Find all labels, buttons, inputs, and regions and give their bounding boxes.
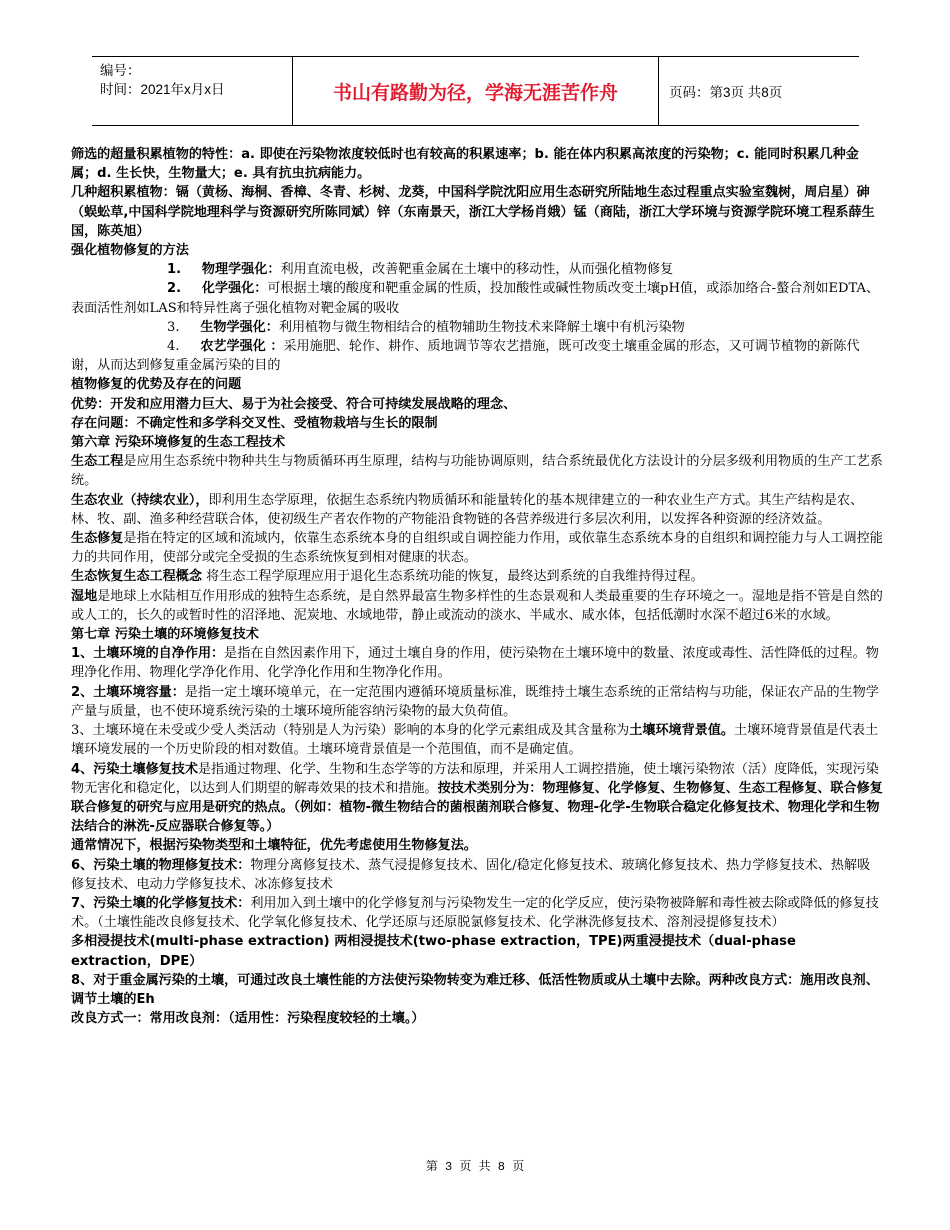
paragraph: 生态工程是应用生态系统中物种共生与物质循环再生原理，结构与功能协调原则，结合系统最优化方法设计的分层多级利用物质的生产工艺系统。 <box>71 454 883 489</box>
document-body <box>71 145 883 1028</box>
time-label: 时间：2021年x月x日 <box>100 82 225 97</box>
number-label: 编号： <box>100 63 141 78</box>
paragraph: 7、污染土壤的化学修复技术：利用加入到土壤中的化学修复剂与污染物发生一定的化学反应，使污染物被降解和毒性被去除或降低的修复技术。（土壤性能改良修复技术、化学氧化修复技术、化学还原与还原脱氯修复技术、化学淋洗修复技术、溶剂浸提修复技术） <box>71 895 879 931</box>
header-page-label: 页码：第3页 共8页 <box>659 57 860 126</box>
paragraph: 湿地是地球上水陆相互作用形成的独特生态系统，是自然界最富生物多样性的生态景观和人类最重要的生存环境之一。湿地是指不管是自然的或人工的，长久的或暂时性的沼泽地、泥炭地、水域地带，静止或流动的淡水、半咸水、咸水体，包括低潮时水深不超过6米的水域。 <box>71 588 883 623</box>
paragraph: 改良方式一：常用改良剂：（适用性：污染程度较轻的土壤。） <box>71 1011 425 1027</box>
paragraph: 8、对于重金属污染的土壤，可通过改良土壤性能的方法使污染物转变为难迁移、低活性物质或从土壤中去除。两种改良方式：施用改良剂、调节土壤的Eh <box>71 972 879 1007</box>
paragraph: 2、土壤环境容量：是指一定土壤环境单元，在一定范围内遵循环境质量标准，既维持土壤生态系统的正常结构与功能，保证农产品的生物学产量与质量，也不使环境系统污染的土壤环境所能容纳污染物的最大负荷值。 <box>71 684 879 719</box>
paragraph: 3、土壤环境在未受或少受人类活动（特别是人为污染）影响的本身的化学元素组成及其含量称为土壤环境背景值。土壤环境背景值是代表土壤环境发展的一个历史阶段的相对数值。土壤环境背景值是一个范围值，而不是确定值。 <box>71 723 879 758</box>
paragraph: 6、污染土壤的物理修复技术：物理分离修复技术、蒸气浸提修复技术、固化/稳定化修复技术、玻璃化修复技术、热力学修复技术、热解吸修复技术、电动力学修复技术、冰冻修复技术 <box>71 857 871 892</box>
paragraph: 多相浸提技术(multi-phase extraction) 两相浸提技术(two-phase extraction，TPE)两重浸提技术（dual-phase extraction，DPE） <box>71 934 796 969</box>
chapter-heading: 第六章 污染环境修复的生态工程技术 <box>71 435 286 451</box>
paragraph: 生态修复是指在特定的区域和流域内，依靠生态系统本身的自组织或自调控能力作用，或依靠生态系统本身的自组织和调控能力与人工调控能力的共同作用，使部分或完全受损的生态系统恢复到相对健康的状态。 <box>71 531 883 566</box>
page-header <box>92 56 859 126</box>
paragraph: 优势：开发和应用潜力巨大、易于为社会接受、符合可持续发展战略的理念、 <box>71 396 517 412</box>
list-item: 4. 农艺学强化 ：采用施肥、轮作、耕作、质地调节等农艺措施，既可改变土壤重金属的形态，又可调节植物的新陈代谢，从而达到修复重金属污染的目的 <box>71 339 860 374</box>
section-heading: 强化植物修复的方法 <box>71 243 189 259</box>
paragraph: 4、污染土壤修复技术是指通过物理、化学、生物和生态学等的方法和原理，并采用人工调控措施，使土壤污染物浓（活）度降低，实现污染物无害化和稳定化，以达到人们期望的解毒效果的技术和措施。按技术类别分为：物理修复、化学修复、生物修复、生态工程修复、联合修复 <box>71 761 883 796</box>
paragraph: 通常情况下，根据污染物类型和土壤特征，优先考虑使用生物修复法。 <box>71 838 477 854</box>
page-footer: 第 3 页 共 8 页 <box>425 1160 525 1174</box>
header-meta <box>92 57 293 126</box>
paragraph: 筛选的超量积累植物的特性：a. 即使在污染物浓度较低时也有较高的积累速率；b. 能在体内积累高浓度的污染物；c. 能同时积累几种金属；d. 生长快，生物量大；e. 具有抗虫抗病能力。 <box>71 147 859 182</box>
chapter-heading: 第七章 污染土壤的环境修复技术 <box>71 627 259 643</box>
header-motto: 书山有路勤为径，学海无涯苦作舟 <box>293 57 659 126</box>
paragraph: 存在问题：不确定性和多学科交叉性、受植物栽培与生长的限制 <box>71 415 438 431</box>
paragraph: 1、土壤环境的自净作用：是指在自然因素作用下，通过土壤自身的作用，使污染物在土壤环境中的数量、浓度或毒性、活性降低的过程。物理净化作用、物理化学净化作用、化学净化作用和生物净化作用。 <box>71 646 879 681</box>
paragraph: 生态农业（持续农业），即利用生态学原理，依据生态系统内物质循环和能量转化的基本规律建立的一种农业生产方式。其生产结构是农、林、牧、副、渔多种经营联合体，使初级生产者农作物的产物能沿食物链的各营养级进行多层次利用，以发挥各种资源的经济效益。 <box>71 492 864 527</box>
list-item: 3. 生物学强化：利用植物与微生物相结合的植物辅助生物技术来降解土壤中有机污染物 <box>167 319 685 335</box>
paragraph: 联合修复的研究与应用是研究的热点。（例如：植物-微生物结合的菌根菌剂联合修复、物理-化学-生物联合稳定化修复技术、物理化学和生物法结合的淋洗-反应器联合修复等。） <box>71 799 880 835</box>
section-heading: 植物修复的优势及存在的问题 <box>71 377 242 393</box>
list-item: 2. 化学强化：可根据土壤的酸度和靶重金属的性质，投加酸性或碱性物质改变土壤pH值，或添加络合-螯合剂如EDTA、表面活性剂如LAS和特异性离子强化植物对靶金属的吸收 <box>71 281 880 316</box>
list-item: 1. 物理学强化：利用直流电极，改善靶重金属在土壤中的移动性，从而强化植物修复 <box>167 262 674 278</box>
paragraph: 生态恢复生态工程概念 将生态工程学原理应用于退化生态系统功能的恢复，最终达到系统的自我维持得过程。 <box>71 569 704 585</box>
paragraph: 几种超积累植物：镉（黄杨、海桐、香樟、冬青、杉树、龙葵，中国科学院沈阳应用生态研究所陆地生态过程重点实验室魏树，周启星）砷（蜈蚣草,中国科学院地理科学与资源研究所陈同斌）锌（东南景天，浙江大学杨肖娥）锰（商陆，浙江大学环境与资源学院环境工程系薛生国，陈英旭） <box>71 185 875 239</box>
